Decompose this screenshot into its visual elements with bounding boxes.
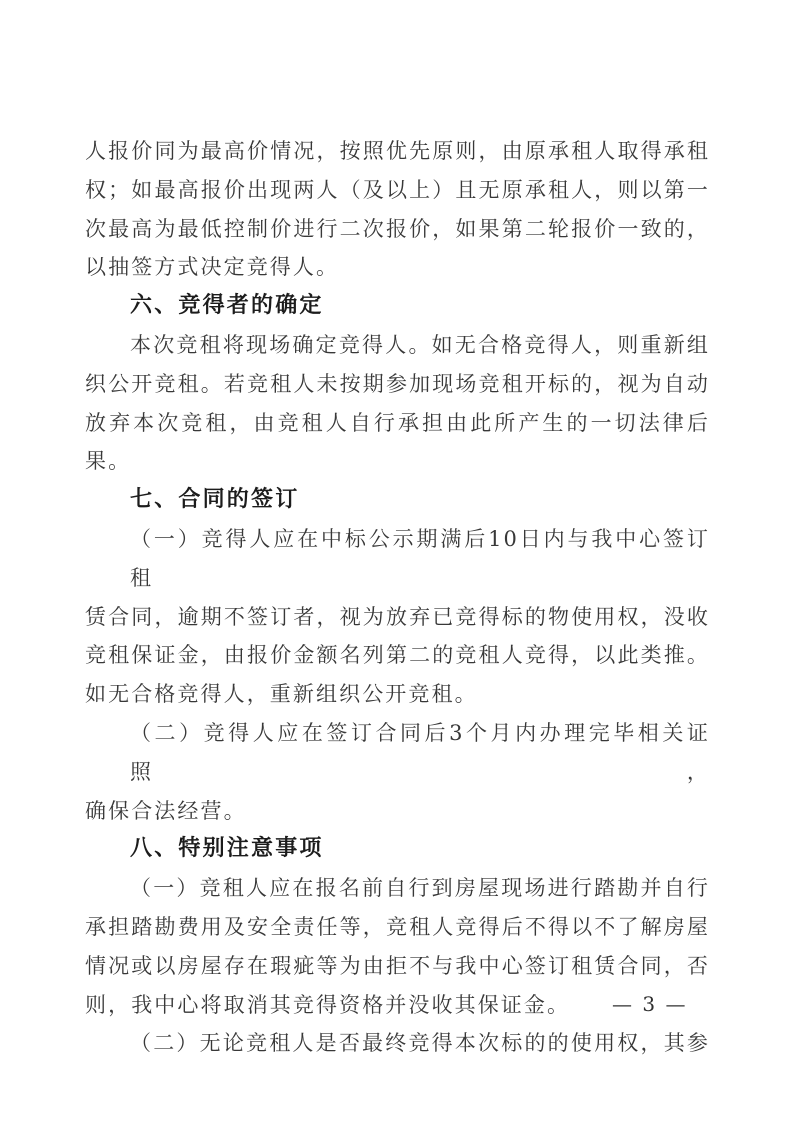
document-body <box>85 132 710 1063</box>
text-line: 人报价同为最高价情况，按照优先原则，由原承租人取得承租 <box>85 139 710 163</box>
text-line: 本次竞租将现场确定竞得人。如无合格竞得人，则重新组 <box>130 332 710 357</box>
text-line: （一）竞租人应在报名前自行到房屋现场进行踏勘并自行 <box>130 876 710 901</box>
text-line: 权；如最高报价出现两人（及以上）且无原承租人，则以第一 <box>85 177 710 202</box>
section-heading-text: 七、合同的签订 <box>130 487 300 513</box>
text-line: 如无合格竞得人，重新组织公开竞租。 <box>85 682 478 707</box>
paragraph <box>85 326 710 481</box>
section-heading-text: 六、竞得者的确定 <box>130 293 324 319</box>
text-line: （二）无论竞租人是否最终竞得本次标的的使用权，其参 <box>130 1031 710 1056</box>
section-heading <box>85 287 710 326</box>
text-line: 情况或以房屋存在瑕疵等为由拒不与我中心签订租赁合同，否 <box>85 953 710 978</box>
text-line: 果。 <box>85 449 132 474</box>
text-line: （一）竞得人应在中标公示期满后10日内与我中心签订租 <box>130 526 710 590</box>
section-heading-text: 八、特别注意事项 <box>130 836 324 862</box>
text-line: 确保合法经营。 <box>85 798 247 823</box>
text-line: 放弃本次竞租，由竞租人自行承担由此所产生的一切法律后 <box>85 410 710 435</box>
text-line: 次最高为最低控制价进行二次报价，如果第二轮报价一致的， <box>85 216 710 241</box>
section-heading <box>85 481 710 520</box>
paragraph <box>85 132 710 287</box>
text-line: 赁合同，逾期不签订者，视为放弃已竞得标的物使用权，没收 <box>85 604 710 629</box>
text-line: 以抽签方式决定竞得人。 <box>85 255 340 280</box>
text-line: 承担踏勘费用及安全责任等，竞租人竞得后不得以不了解房屋 <box>85 914 710 939</box>
text-line: 竞租保证金，由报价金额名列第二的竞租人竞得，以此类推。 <box>85 643 710 668</box>
text-line: 则，我中心将取消其竞得资格并没收其保证金。 <box>85 992 571 1017</box>
paragraph <box>85 1024 710 1063</box>
paragraph <box>85 520 710 714</box>
text-line: 织公开竞租。若竞租人未按期参加现场竞租开标的，视为自动 <box>85 371 710 396</box>
text-line: （二）竞得人应在签订合同后3个月内办理完毕相关证照， <box>130 720 710 784</box>
paragraph <box>85 714 710 830</box>
section-heading <box>85 830 710 869</box>
page-number: — 3 — <box>612 992 688 1016</box>
